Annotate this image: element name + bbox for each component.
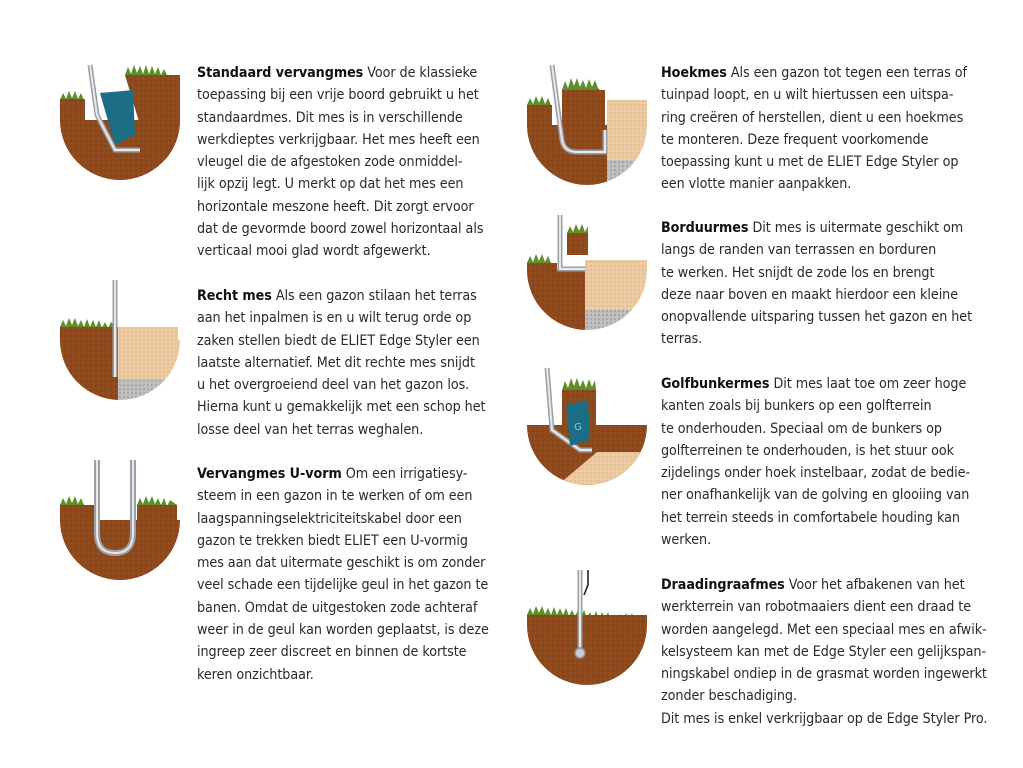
- blade-title: Golfbunkermes: [661, 376, 770, 392]
- straight-blade-soil-icon: [55, 275, 185, 405]
- wire-burying-blade-soil-icon: [522, 560, 652, 690]
- blade-title: Vervangmes U-vorm: [197, 466, 342, 482]
- blade-title: Recht mes: [197, 288, 272, 304]
- blade-title: Standaard vervangmes: [197, 65, 364, 81]
- blade-title: Draadingraafmes: [661, 577, 785, 593]
- u-blade-soil-icon: [55, 455, 185, 585]
- blade-title: Borduurmes: [661, 220, 749, 236]
- border-blade-soil-icon: [522, 205, 652, 335]
- blade-description: Borduurmes Dit mes is uitermate geschikt om langs de randen van terrassen en borduren te werken. Het snijdt de zode los en brengt deze naar boven en maakt hierdoor een kleine onopvallende uitsparing tussen het gazon en het terras.: [661, 220, 973, 348]
- blade-description: Golfbunkermes Dit mes laat toe om zeer hoge kanten zoals bij bunkers op een golfterrein te onderhouden. Speciaal om de bunkers op golfterreinen te onderhouden, is het stuur ook zijdelings onder hoek instelbaar, zodat de bedie- ner onafhankelijk van de golving en glooiing van het terrein steeds in comfortabele houding kan werken.: [661, 376, 971, 549]
- blade-description: Standaard vervangmes Voor de klassieke toepassing bij een vrije boord gebruikt u het standaardmes. Dit mes is in verschillende werkdieptes verkrijgbaar. Het mes heeft een vleugel die de afgestoken zode onmiddel- lijk opzij legt. U merkt op dat het mes een horizontale meszone heeft. Dit zorgt ervoor dat de gevormde boord zowel horizontaal als verticaal mooi glad wordt afgewerkt.: [197, 65, 484, 260]
- blade-description: Recht mes Als een gazon stilaan het terras aan het inpalmen is en u wilt terug orde op zaken stellen biedt de ELIET Edge Styler een laatste alternatief. Met dit rechte mes snijdt u het overgroeiend deel van het gazon los. Hierna kunt u gemakkelijk met een schop het losse deel van het terras weghalen.: [197, 288, 486, 438]
- golf-bunker-blade-soil-icon: [522, 360, 652, 490]
- blade-description: Draadingraafmes Voor het afbakenen van het werkterrein van robotmaaiers dient een draad te worden aangelegd. Met een speciaal mes en afwik- kelsysteem kan met de Edge Styler een gelijkspan- ningskabel ondiep in de grasmat worden ingewerkt zonder beschadiging. Dit mes is enkel verkrijgbaar op de Edge Styler Pro.: [661, 577, 988, 727]
- blade-description: Hoekmes Als een gazon tot tegen een terras of tuinpad loopt, en u wilt hiertussen een uitspa- ring creëren of herstellen, dient u een hoekmes te monteren. Deze frequent voorkomende toepassing kunt u met de ELIET Edge Styler op een vlotte manier aanpakken.: [661, 65, 967, 193]
- blade-title: Hoekmes: [661, 65, 727, 81]
- svg-text:G: G: [574, 422, 582, 433]
- standard-blade-soil-icon: [55, 55, 185, 185]
- corner-blade-soil-icon: [522, 60, 652, 190]
- blade-description: Vervangmes U-vorm Om een irrigatiesy- steem in een gazon in te werken of om een laagspanningselektriciteitskabel door een gazon te trekken biedt ELIET een U-vormig mes aan dat uitermate geschikt is om zonder veel schade een tijdelijke geul in het gazon te banen. Omdat de uitgestoken zode achteraf weer in de geul kan worden geplaatst, is deze ingreep zeer discreet en binnen de kortste keren onzichtbaar.: [197, 466, 489, 683]
